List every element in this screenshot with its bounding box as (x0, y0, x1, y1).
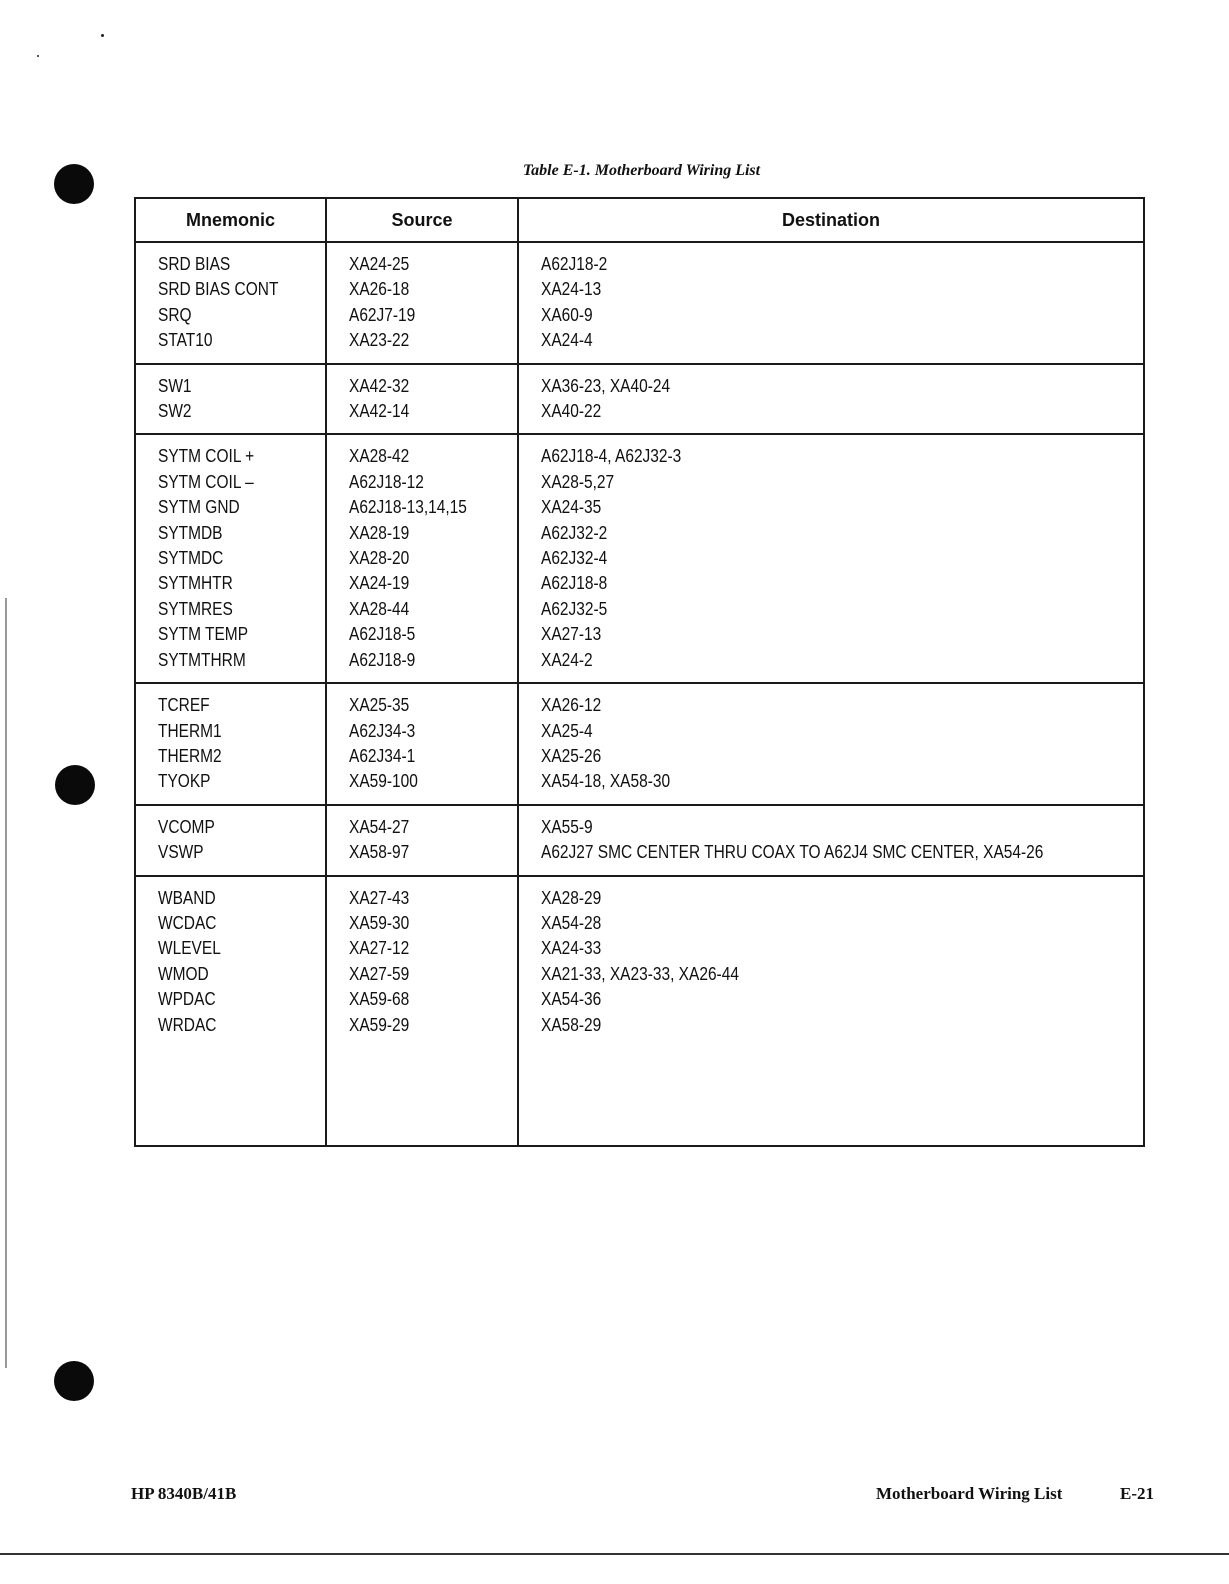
cell-line: XA27-59 (349, 963, 410, 984)
source-cell (326, 805, 518, 876)
cell-line: A62J32-4 (541, 548, 608, 569)
bottom-rule (0, 1553, 1229, 1555)
cell-line: XA25-4 (541, 720, 593, 741)
source-cell (326, 876, 518, 1146)
cell-line: A62J7-19 (349, 304, 416, 325)
cell-line: XA54-18, XA58-30 (541, 771, 671, 792)
table-row (135, 434, 1144, 683)
table-body (135, 242, 1144, 1146)
cell-line: XA54-36 (541, 989, 602, 1010)
cell-line: XA55-9 (541, 816, 593, 837)
source-cell (326, 242, 518, 364)
cell-line: A62J18-2 (541, 254, 608, 274)
cell-line: STAT10 (158, 330, 213, 351)
cell-line: WPDAC (158, 989, 216, 1010)
table-header-row (135, 198, 1144, 242)
cell-line: VSWP (158, 842, 204, 863)
cell-line: WCDAC (158, 912, 217, 933)
cell-line: SRD BIAS CONT (158, 279, 279, 300)
cell-line: XA28-19 (349, 522, 410, 543)
cell-line: A62J18-4, A62J32-3 (541, 446, 682, 467)
cell-line: XA26-12 (541, 695, 602, 716)
wiring-table (134, 197, 1145, 1147)
cell-line: XA23-22 (349, 330, 410, 351)
cell-line: XA36-23, XA40-24 (541, 375, 671, 396)
destination-cell (518, 876, 1144, 1146)
cell-line: SYTM COIL – (158, 471, 254, 492)
cell-line: XA27-43 (349, 887, 410, 908)
source-cell (326, 683, 518, 805)
cell-line: WBAND (158, 887, 216, 908)
cell-line: XA24-25 (349, 254, 410, 274)
cell-line: SYTM COIL + (158, 446, 255, 467)
cell-line: XA27-12 (349, 938, 410, 959)
mnemonic-cell (135, 683, 326, 805)
cell-line: XA58-97 (349, 842, 410, 863)
cell-line: XA60-9 (541, 304, 593, 325)
cell-line: XA28-5,27 (541, 471, 615, 492)
table-row (135, 683, 1144, 805)
mnemonic-cell (135, 434, 326, 683)
cell-line: XA59-30 (349, 912, 410, 933)
cell-line: XA54-28 (541, 912, 602, 933)
scan-speck (101, 34, 104, 37)
destination-cell (518, 242, 1144, 364)
cell-line: XA27-13 (541, 624, 602, 645)
mnemonic-cell (135, 805, 326, 876)
cell-line: SYTM GND (158, 497, 240, 518)
cell-line: SYTMDB (158, 522, 223, 543)
cell-line: A62J18-5 (349, 624, 416, 645)
cell-line: XA21-33, XA23-33, XA26-44 (541, 963, 739, 984)
cell-line: A62J34-1 (349, 745, 416, 766)
cell-line: XA42-14 (349, 401, 410, 422)
cell-line: A62J32-2 (541, 522, 608, 543)
destination-cell (518, 683, 1144, 805)
cell-line: XA59-100 (349, 771, 418, 792)
binder-hole (55, 765, 95, 805)
binder-hole (54, 1361, 94, 1401)
footer-model: HP 8340B/41B (131, 1484, 237, 1503)
cell-line: THERM1 (158, 720, 222, 741)
cell-line: SRQ (158, 304, 192, 325)
cell-line: XA54-27 (349, 816, 410, 837)
table-row (135, 876, 1144, 1146)
cell-line: TCREF (158, 695, 210, 716)
cell-line: XA24-4 (541, 330, 593, 351)
cell-line: XA24-33 (541, 938, 602, 959)
source-cell (326, 364, 518, 435)
table-row (135, 364, 1144, 435)
destination-cell (518, 805, 1144, 876)
cell-line: XA25-26 (541, 745, 602, 766)
destination-cell (518, 364, 1144, 435)
cell-line: XA28-42 (349, 446, 410, 467)
cell-line: XA40-22 (541, 401, 602, 422)
cell-line: SYTMDC (158, 548, 224, 569)
cell-line: XA24-2 (541, 649, 593, 670)
cell-line: XA28-29 (541, 887, 602, 908)
cell-line: XA28-44 (349, 598, 410, 619)
header-destination: Destination (518, 198, 1144, 242)
table-caption: Table E-1. Motherboard Wiring List (522, 162, 761, 179)
cell-line: SYTMHTR (158, 573, 233, 594)
cell-line: XA24-19 (349, 573, 410, 594)
cell-line: XA59-68 (349, 989, 410, 1010)
cell-line: SRD BIAS (158, 254, 231, 274)
margin-line (5, 598, 7, 1368)
mnemonic-cell (135, 364, 326, 435)
cell-line: SYTMTHRM (158, 649, 246, 670)
cell-line: XA42-32 (349, 375, 410, 396)
cell-line: SYTM TEMP (158, 624, 249, 645)
cell-line: SYTMRES (158, 598, 233, 619)
cell-line: WMOD (158, 963, 209, 984)
cell-line: A62J18-9 (349, 649, 416, 670)
cell-line: XA26-18 (349, 279, 410, 300)
cell-line: WLEVEL (158, 938, 221, 959)
header-source: Source (326, 198, 518, 242)
cell-line: A62J18-12 (349, 471, 424, 492)
cell-line: A62J32-5 (541, 598, 608, 619)
footer-page-number: E-21 (1120, 1484, 1154, 1503)
destination-cell (518, 434, 1144, 683)
table-row (135, 805, 1144, 876)
cell-line: SW1 (158, 375, 192, 396)
cell-line: A62J34-3 (349, 720, 416, 741)
header-mnemonic: Mnemonic (135, 198, 326, 242)
cell-line: XA25-35 (349, 695, 410, 716)
source-cell (326, 434, 518, 683)
scan-speck (37, 55, 39, 57)
cell-line: XA59-29 (349, 1014, 410, 1035)
table-row (135, 242, 1144, 364)
cell-line: TYOKP (158, 771, 211, 792)
footer-section: Motherboard Wiring List (876, 1484, 1063, 1503)
cell-line: A62J18-8 (541, 573, 608, 594)
cell-line: XA24-13 (541, 279, 602, 300)
cell-line: A62J18-13,14,15 (349, 497, 467, 518)
mnemonic-cell (135, 876, 326, 1146)
cell-line: VCOMP (158, 816, 215, 837)
cell-line: XA28-20 (349, 548, 410, 569)
cell-line: XA24-35 (541, 497, 602, 518)
mnemonic-cell (135, 242, 326, 364)
cell-line: THERM2 (158, 745, 222, 766)
cell-line: XA58-29 (541, 1014, 602, 1035)
cell-line: SW2 (158, 401, 192, 422)
cell-line: A62J27 SMC CENTER THRU COAX TO A62J4 SMC CENTER, XA54-26 (541, 842, 1044, 863)
cell-line: WRDAC (158, 1014, 217, 1035)
